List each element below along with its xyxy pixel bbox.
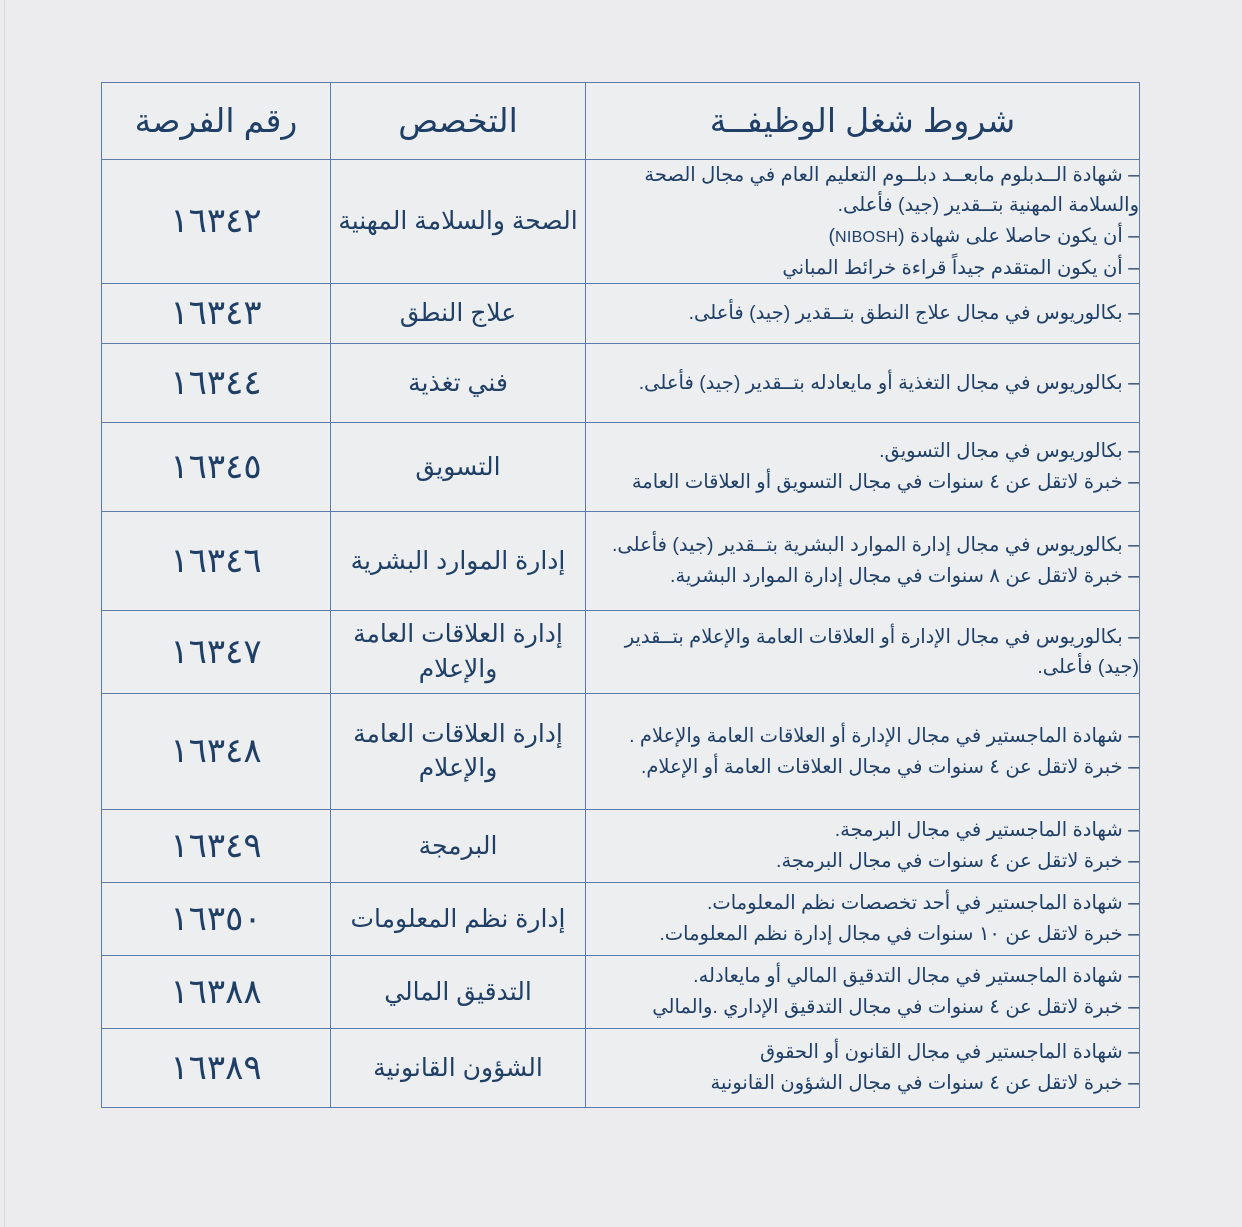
cell-opportunity-number: ١٦٣٤٤	[102, 343, 331, 422]
cell-specialty: التدقيق المالي	[331, 955, 586, 1028]
cell-opportunity-number: ١٦٣٤٦	[102, 511, 331, 610]
table-row	[102, 693, 1140, 809]
cell-specialty: فني تغذية	[331, 343, 586, 422]
cell-specialty: إدارة العلاقات العامة والإعلام	[331, 610, 586, 693]
cell-opportunity-number: ١٦٣٤٣	[102, 283, 331, 343]
column-header-conditions	[586, 83, 1140, 160]
table-row	[102, 422, 1140, 511]
cell-conditions	[586, 1028, 1140, 1107]
condition-item: – خبرة لاتقل عن ٤ سنوات في مجال الشؤون القانونية	[710, 1072, 1139, 1095]
cell-opportunity-number: ١٦٣٤٩	[102, 809, 331, 882]
condition-item: – شهادة الماجستير في مجال الإدارة أو العلاقات العامة والإعلام .	[629, 724, 1139, 747]
column-header-specialty	[331, 83, 586, 160]
page-left-rule	[4, 0, 5, 1227]
condition-item: – خبرة لاتقل عن ٤ سنوات في مجال التسويق أو العلاقات العامة	[631, 471, 1139, 494]
condition-item: – بكالوريوس في مجال الإدارة أو العلاقات العامة والإعلام بتــقدير (جيد) فأعلى.	[624, 625, 1139, 678]
condition-item: – شهادة الــدبلوم مابعــد دبلــوم التعليم العام في مجال الصحة والسلامة المهنية بتــقدير (جيد) فأعلى.	[644, 164, 1139, 217]
condition-item: – شهادة الماجستير في مجال القانون أو الحقوق	[759, 1041, 1139, 1064]
table-header-row	[102, 83, 1140, 160]
cell-opportunity-number: ١٦٣٤٢	[102, 160, 331, 284]
cell-conditions	[586, 693, 1140, 809]
condition-item: – شهادة الماجستير في مجال التدقيق المالي أو مايعادله.	[693, 965, 1139, 988]
condition-item: – خبرة لاتقل عن ٤ سنوات في مجال البرمجة.	[776, 850, 1139, 873]
cell-opportunity-number: ١٦٣٨٩	[102, 1028, 331, 1107]
condition-item: – خبرة لاتقل عن ٨ سنوات في مجال إدارة الموارد البشرية.	[670, 565, 1139, 588]
nibosh-acronym: NIBOSH	[834, 229, 899, 247]
table-header	[102, 83, 1140, 160]
cell-conditions	[586, 882, 1140, 955]
column-header-number	[102, 83, 331, 160]
cell-conditions	[586, 809, 1140, 882]
cell-conditions	[586, 160, 1140, 284]
column-header-number-label: رقم الفرصة	[134, 101, 298, 139]
cell-specialty: البرمجة	[331, 809, 586, 882]
cell-conditions	[586, 422, 1140, 511]
cell-opportunity-number: ١٦٣٨٨	[102, 955, 331, 1028]
table-row	[102, 160, 1140, 284]
condition-item: – بكالوريوس في مجال التغذية أو مايعادله بتــقدير (جيد) فأعلى.	[638, 371, 1139, 394]
condition-item: – أن يكون المتقدم جيداً قراءة خرائط المباني	[782, 256, 1139, 279]
vacancy-table-container	[102, 82, 1140, 1108]
cell-conditions	[586, 283, 1140, 343]
condition-item: – خبرة لاتقل عن ٤ سنوات في مجال التدقيق الإداري .والمالي	[652, 996, 1139, 1019]
condition-item: – أن يكون حاصلا على شهادة (NIBOSH)	[828, 225, 1139, 248]
table-row	[102, 955, 1140, 1028]
table-row	[102, 343, 1140, 422]
condition-item: – شهادة الماجستير في أحد تخصصات نظم المعلومات.	[706, 892, 1139, 915]
cell-opportunity-number: ١٦٣٤٥	[102, 422, 331, 511]
cell-specialty: علاج النطق	[331, 283, 586, 343]
cell-opportunity-number: ١٦٣٤٧	[102, 610, 331, 693]
table-row	[102, 882, 1140, 955]
cell-specialty: إدارة الموارد البشرية	[331, 511, 586, 610]
condition-item: – خبرة لاتقل عن ٤ سنوات في مجال العلاقات العامة أو الإعلام.	[640, 755, 1139, 778]
vacancy-table	[101, 82, 1140, 1108]
cell-specialty: التسويق	[331, 422, 586, 511]
condition-item: – شهادة الماجستير في مجال البرمجة.	[834, 819, 1139, 842]
table-row	[102, 283, 1140, 343]
cell-specialty: إدارة العلاقات العامة والإعلام	[331, 693, 586, 809]
column-header-conditions-label: شروط شغل الوظيفــة	[709, 101, 1016, 139]
column-header-specialty-label: التخصص	[398, 101, 518, 139]
cell-specialty: إدارة نظم المعلومات	[331, 882, 586, 955]
cell-opportunity-number: ١٦٣٥٠	[102, 882, 331, 955]
table-row	[102, 511, 1140, 610]
condition-item: – خبرة لاتقل عن ١٠ سنوات في مجال إدارة نظم المعلومات.	[659, 923, 1139, 946]
cell-conditions	[586, 343, 1140, 422]
cell-conditions	[586, 955, 1140, 1028]
condition-item: – بكالوريوس في مجال إدارة الموارد البشرية بتــقدير (جيد) فأعلى.	[611, 534, 1139, 557]
cell-specialty: الصحة والسلامة المهنية	[331, 160, 586, 284]
cell-specialty: الشؤون القانونية	[331, 1028, 586, 1107]
table-row	[102, 1028, 1140, 1107]
table-row	[102, 809, 1140, 882]
cell-opportunity-number: ١٦٣٤٨	[102, 693, 331, 809]
table-row	[102, 610, 1140, 693]
cell-conditions	[586, 610, 1140, 693]
condition-item: – بكالوريوس في مجال علاج النطق بتــقدير (جيد) فأعلى.	[688, 302, 1139, 325]
table-body	[102, 160, 1140, 1108]
cell-conditions	[586, 511, 1140, 610]
condition-item: – بكالوريوس في مجال التسويق.	[879, 440, 1139, 463]
